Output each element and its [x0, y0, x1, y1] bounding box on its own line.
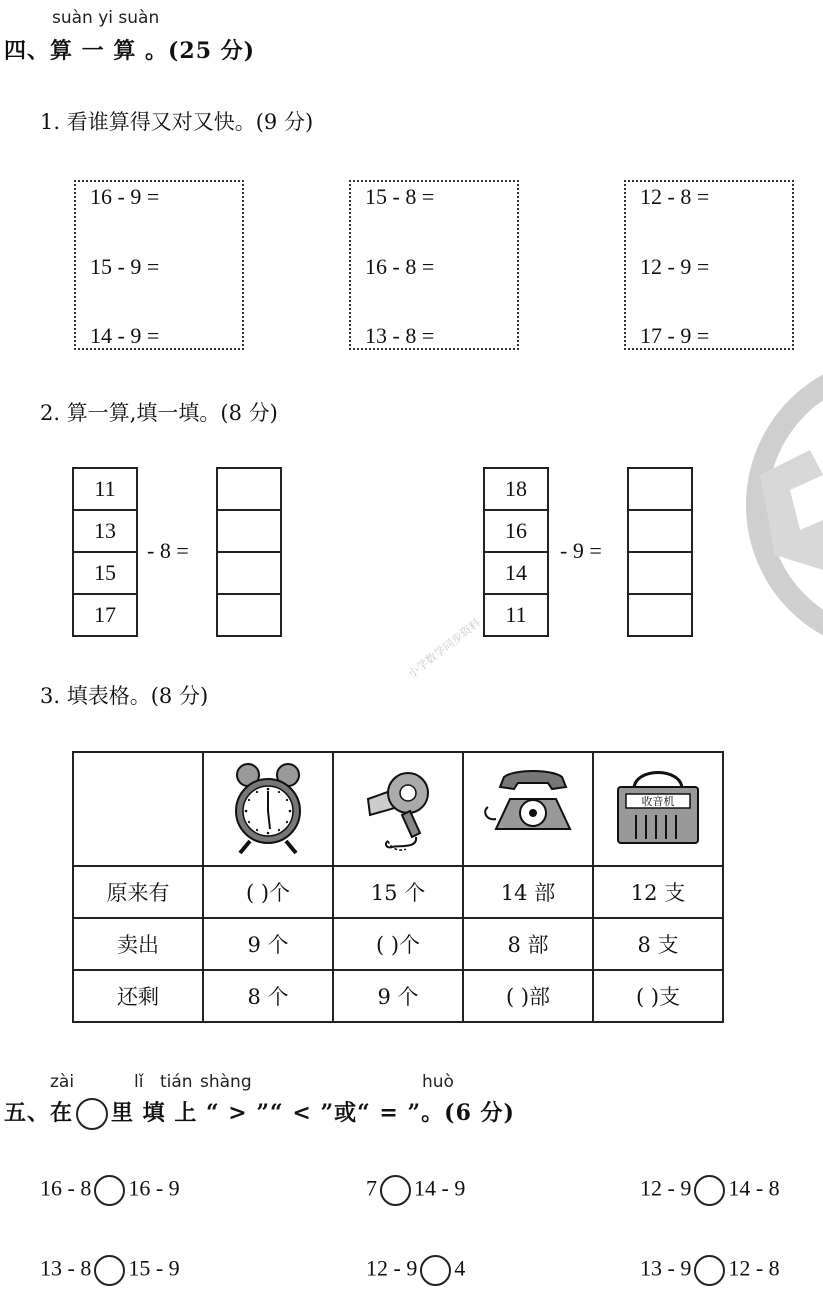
- answer-circle[interactable]: [94, 1255, 125, 1286]
- table-cell: 9 个: [333, 970, 463, 1022]
- table-cell: 8 支: [593, 918, 723, 970]
- q2-left-operation: - 8 =: [147, 538, 189, 563]
- q1-expression: 12 - 8 =: [640, 184, 710, 209]
- section5-title: [4, 1096, 515, 1130]
- table-header-clock: [203, 752, 333, 866]
- pinyin-li: lǐ: [134, 1072, 144, 1092]
- table-cell: 15 个: [333, 866, 463, 918]
- q1-expression: 12 - 9 =: [640, 254, 710, 279]
- number-cell: 13: [74, 511, 136, 553]
- radio-label-text: 收音机: [641, 794, 675, 808]
- compare-item: [366, 1255, 465, 1286]
- compare-left: 12 - 9: [366, 1255, 418, 1281]
- pinyin-shang: shàng: [200, 1072, 252, 1092]
- answer-box[interactable]: [629, 595, 691, 635]
- text-watermark: 小学数学同步资料: [405, 616, 483, 681]
- q1-group-2: [349, 180, 519, 350]
- compare-item: [640, 1175, 780, 1206]
- hair-dryer-icon: [358, 759, 438, 855]
- section5-title-b: 里 填 上 “ > ”“ < ”或“ = ”。(6 分): [111, 1100, 515, 1126]
- section4-pinyin: suàn yi suàn: [52, 8, 160, 28]
- answer-box[interactable]: [218, 595, 280, 635]
- compare-right: 12 - 8: [728, 1255, 780, 1281]
- table-cell[interactable]: ( )支: [593, 970, 723, 1022]
- q2-left-answer-column: [216, 467, 282, 637]
- table-cell[interactable]: ( )个: [203, 866, 333, 918]
- q1-expression: 14 - 9 =: [90, 323, 160, 348]
- answer-circle[interactable]: [420, 1255, 451, 1286]
- q1-group-1: [74, 180, 244, 350]
- pinyin-huo: huò: [422, 1072, 454, 1092]
- answer-box[interactable]: [629, 553, 691, 595]
- answer-box[interactable]: [629, 511, 691, 553]
- q3-title: 3. 填表格。(8 分): [40, 684, 209, 708]
- telephone-icon: [480, 759, 576, 855]
- answer-circle[interactable]: [694, 1175, 725, 1206]
- section4-title: 四、算 一 算 。(25 分): [4, 38, 256, 64]
- table-cell: 8 部: [463, 918, 593, 970]
- compare-left: 13 - 8: [40, 1255, 92, 1281]
- compare-left: 13 - 9: [640, 1255, 692, 1281]
- row-label-remaining: 还剩: [73, 970, 203, 1022]
- q1-expression: 16 - 9 =: [90, 184, 160, 209]
- table-cell[interactable]: ( )部: [463, 970, 593, 1022]
- q1-title: 1. 看谁算得又对又快。(9 分): [40, 110, 314, 134]
- q1-group-3: [624, 180, 794, 350]
- row-label-original: 原来有: [73, 866, 203, 918]
- row-label-sold: 卖出: [73, 918, 203, 970]
- number-cell: 16: [485, 511, 547, 553]
- number-cell: 15: [74, 553, 136, 595]
- number-cell: 17: [94, 602, 116, 627]
- stamp-watermark: [730, 355, 823, 655]
- answer-circle[interactable]: [94, 1175, 125, 1206]
- table-cell[interactable]: ( )个: [333, 918, 463, 970]
- compare-item: [40, 1255, 180, 1286]
- answer-box[interactable]: [218, 553, 280, 595]
- circle-icon: [76, 1098, 108, 1130]
- q1-expression: 15 - 8 =: [365, 184, 435, 209]
- compare-left: 12 - 9: [640, 1175, 692, 1201]
- compare-right: 16 - 9: [128, 1175, 180, 1201]
- table-cell: 9 个: [203, 918, 333, 970]
- q2-right-operation: - 9 =: [560, 538, 602, 563]
- q1-expression: 16 - 8 =: [365, 254, 435, 279]
- alarm-clock-icon: [228, 759, 308, 855]
- compare-right: 14 - 8: [728, 1175, 780, 1201]
- q1-expression: 17 - 9 =: [640, 323, 710, 348]
- q2-right-answer-column: [627, 467, 693, 637]
- number-cell: 11: [74, 469, 136, 511]
- table-header-telephone: [463, 752, 593, 866]
- q2-left-number-column: [72, 467, 138, 637]
- q2-right-number-column: [483, 467, 549, 637]
- section5-title-a: 五、在: [4, 1100, 74, 1126]
- compare-left: 7: [366, 1175, 377, 1201]
- table-cell: 14 部: [463, 866, 593, 918]
- table-header-radio: [593, 752, 723, 866]
- q1-expression: 13 - 8 =: [365, 323, 435, 348]
- pinyin-zai: zài: [50, 1072, 75, 1092]
- answer-box[interactable]: [629, 469, 691, 511]
- table-corner-cell: [73, 752, 203, 866]
- compare-right: 4: [454, 1255, 466, 1281]
- table-cell: 8 个: [203, 970, 333, 1022]
- number-cell: 14: [485, 553, 547, 595]
- compare-right: 14 - 9: [414, 1175, 466, 1201]
- table-cell: 12 支: [593, 866, 723, 918]
- q2-title: 2. 算一算,填一填。(8 分): [40, 401, 278, 425]
- answer-circle[interactable]: [380, 1175, 411, 1206]
- number-cell: 11: [505, 602, 527, 627]
- table-header-hair-dryer: [333, 752, 463, 866]
- q1-expression: 15 - 9 =: [90, 254, 160, 279]
- compare-item: [366, 1175, 465, 1206]
- number-cell: 18: [485, 469, 547, 511]
- compare-right: 15 - 9: [128, 1255, 180, 1281]
- answer-box[interactable]: [218, 469, 280, 511]
- answer-circle[interactable]: [694, 1255, 725, 1286]
- radio-icon: [610, 759, 706, 855]
- inventory-table: [72, 751, 724, 1023]
- pinyin-tian: tián: [160, 1072, 193, 1092]
- compare-left: 16 - 8: [40, 1175, 92, 1201]
- compare-item: [640, 1255, 780, 1286]
- compare-item: [40, 1175, 180, 1206]
- answer-box[interactable]: [218, 511, 280, 553]
